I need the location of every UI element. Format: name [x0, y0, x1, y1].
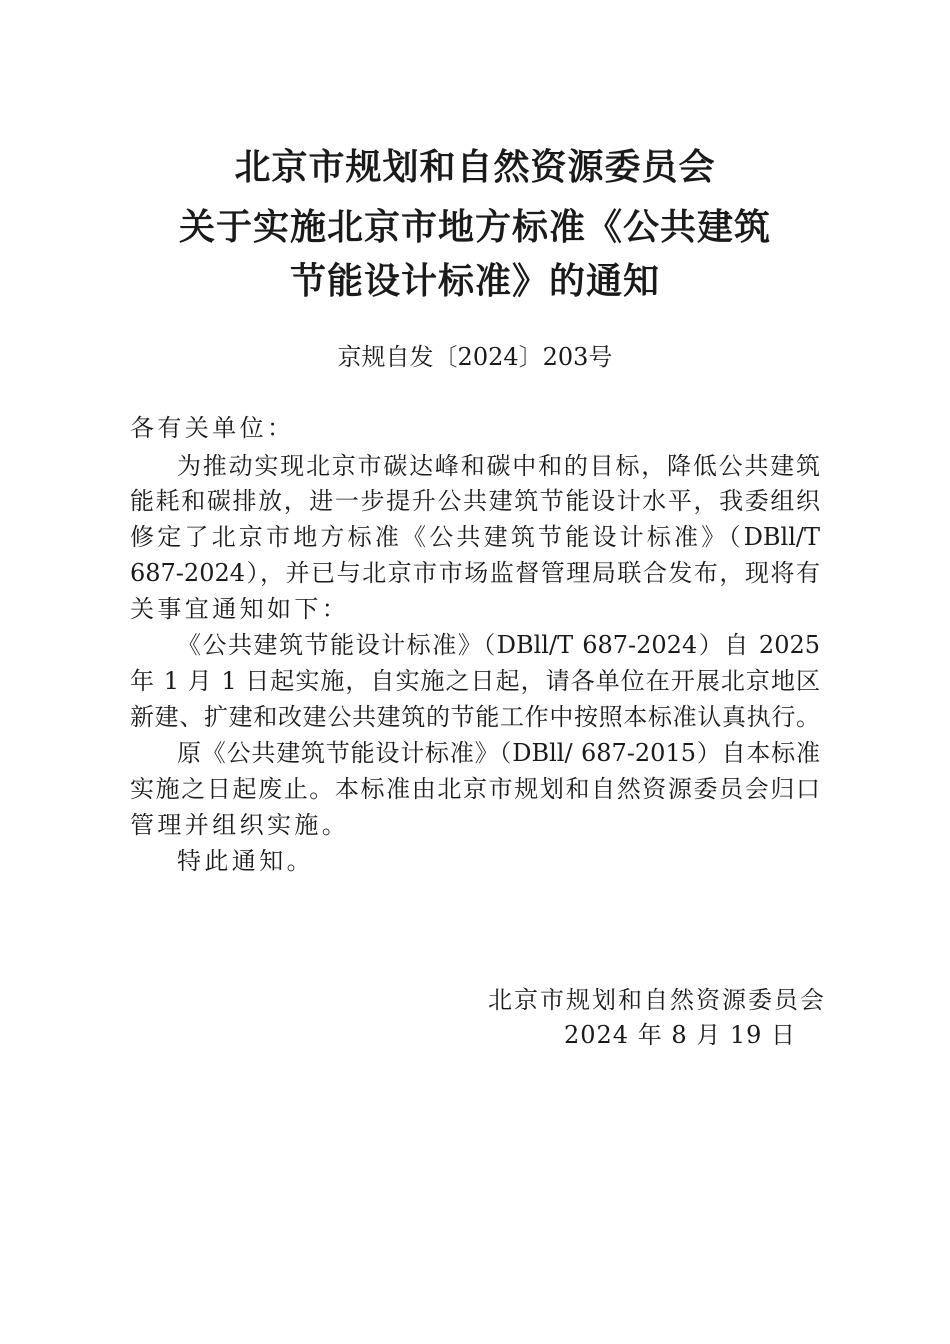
document-number: 京规自发〔2024〕203号: [337, 343, 613, 371]
title-line-2: 关于实施北京市地方标准《公共建筑: [178, 207, 771, 248]
paragraph-3-line-3: 管理并组织实施。: [130, 811, 350, 839]
paragraph-3-line-1: 原《公共建筑节能设计标准》（DBll/ 687-2015）自本标准: [177, 739, 820, 767]
paragraph-2-line-1: 《公共建筑节能设计标准》（DBll/T 687-2024）自 2025: [177, 631, 820, 659]
title-line-3: 节能设计标准》的通知: [289, 261, 660, 302]
paragraph-2-line-3: 新建、扩建和改建公共建筑的节能工作中按照本标准认真执行。: [130, 703, 820, 731]
paragraph-1-line-1: 为推动实现北京市碳达峰和碳中和的目标，降低公共建筑: [177, 452, 820, 480]
paragraph-2-line-2: 年 1 月 1 日起实施，自实施之日起，请各单位在开展北京地区: [130, 667, 820, 695]
signature-organization: 北京市规划和自然资源委员会: [488, 986, 826, 1014]
salutation: 各有关单位：: [130, 414, 295, 442]
paragraph-1-line-2: 能耗和碳排放，进一步提升公共建筑节能设计水平，我委组织: [130, 487, 820, 515]
paragraph-1-line-5: 关事宜通知如下：: [130, 595, 350, 623]
closing-line: 特此通知。: [177, 847, 314, 875]
title-line-1: 北京市规划和自然资源委员会: [234, 147, 716, 188]
signature-date: 2024 年 8 月 19 日: [564, 1021, 797, 1049]
paragraph-3-line-2: 实施之日起废止。本标准由北京市规划和自然资源委员会归口: [130, 775, 820, 803]
paragraph-1-line-3: 修定了北京市地方标准《公共建筑节能设计标准》（DBll/T: [130, 523, 820, 551]
paragraph-1-line-4: 687-2024），并已与北京市市场监督管理局联合发布，现将有: [130, 559, 820, 587]
